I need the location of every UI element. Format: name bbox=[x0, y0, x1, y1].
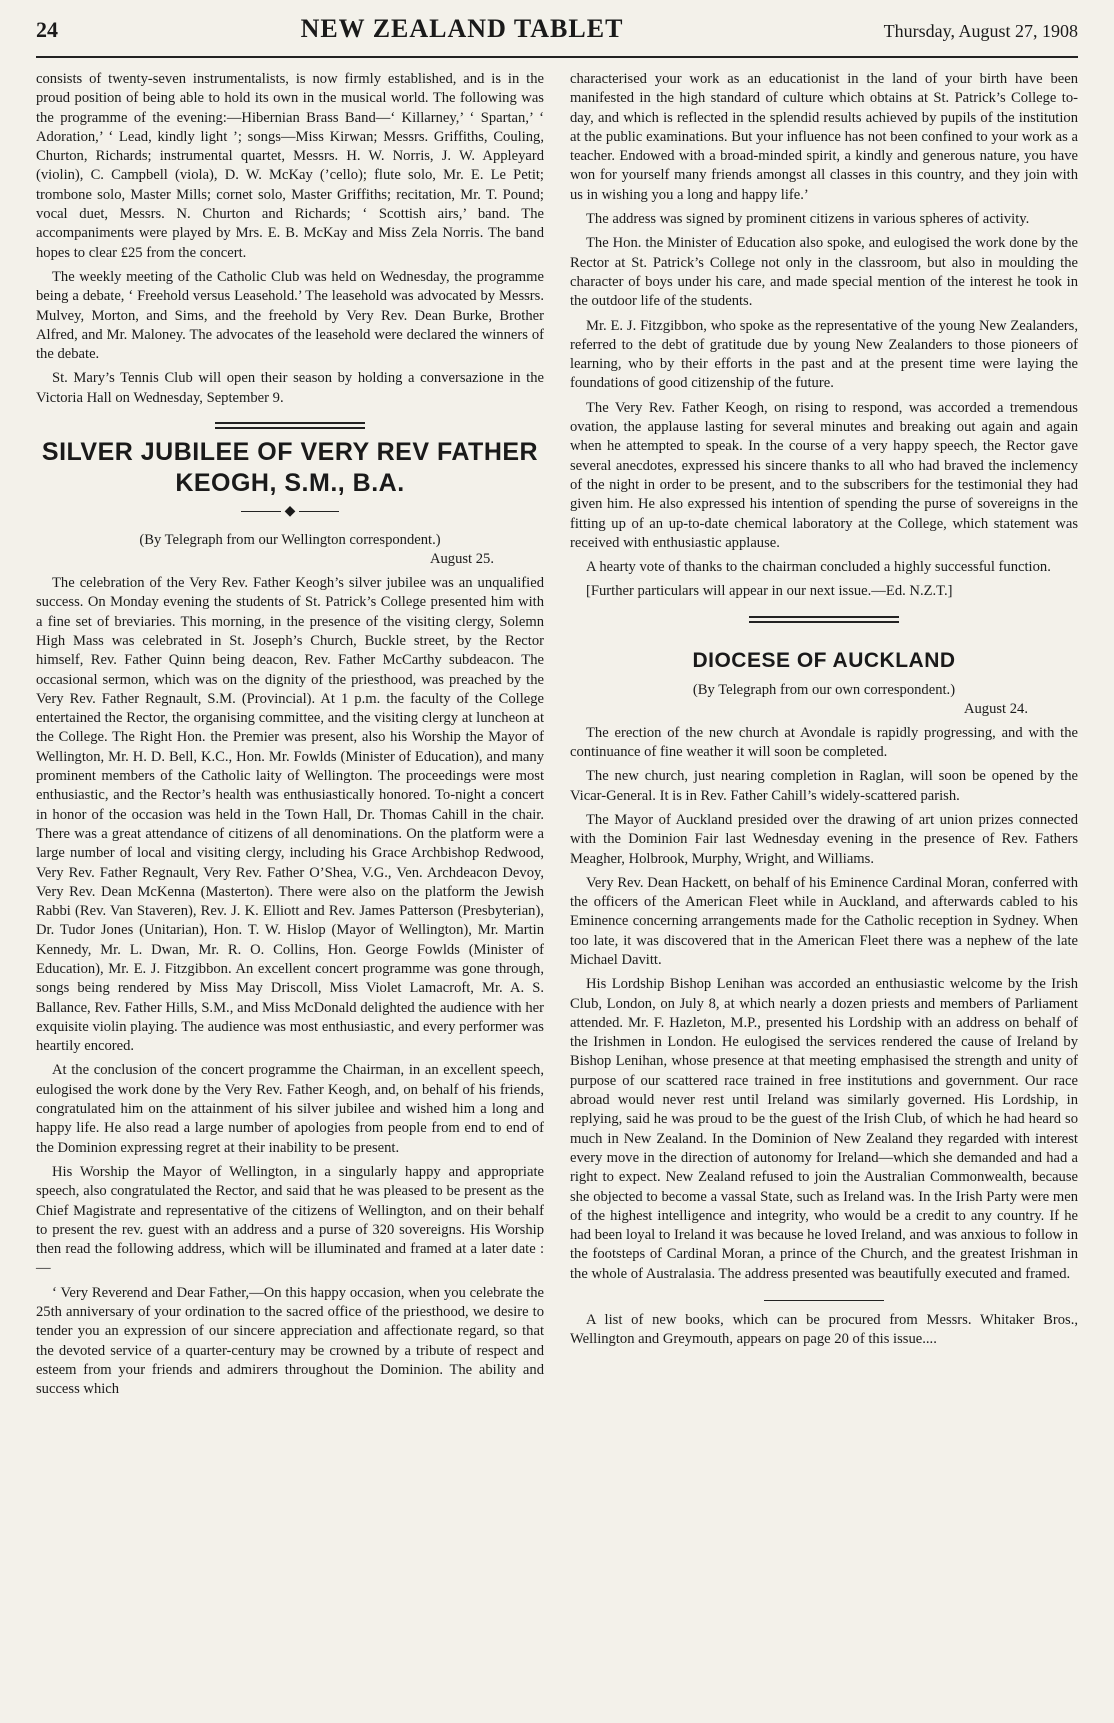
paragraph: The celebration of the Very Rev. Father Keogh’s silver jubilee was an unqualified success. On Monday evening the students of St. Patrick’s College presented him with a fine set of breviaries. This morning, in the presence of the visiting clergy, Solemn High Mass was celebrated in St. Joseph’s Church, Buckle street, by the Rector himself, Rev. Father Quinn being deacon, Rev. Father McCarthy subdeacon. The occasional sermon, which was on the dignity of the priesthood, was preached by the Very Rev. Father Regnault, S.M. (Provincial). At 1 p.m. the faculty of the College entertained the Rector, the organising committee, and the visiting clergy at luncheon at the College. The Right Hon. the Premier was present, also his Worship the Mayor of Wellington, Mr. H. D. Bell, K.C., Hon. Mr. Fowlds (Minister of Education), and many prominent members of the Catholic laity of Wellington. The proceedings were most enthusiastic, and the Rector’s health was enthusiastically honored. To-night a concert in honor of the occasion was held in the Town Hall, Dr. Thomas Cahill in the chair. There was a great attendance of citizens of all denominations. On the platform were a large number of local and visiting clergy, including his Grace Archbishop Redwood, Very Rev. Father Regnault, Very Rev. Father O’Shea, V.G., Ven. Archdeacon Devoy, Very Rev. Dean McKenna (Masterton). There were also on the platform the Jewish Rabbi (Rev. Van Staveren), Rev. J. K. Elliott and Rev. James Patterson (Presbyterian), Dr. Tudor Jones (Unitarian), Hon. T. W. Hislop (Mayor of Wellington), Mr. Martin Kennedy, Mr. L. Dwan, Mr. R. O. Collins, Hon. George Fowlds (Minister of Education), Mr. E. J. Fitzgibbon. An excellent concert programme was gone through, songs being rendered by Miss May Driscoll, Miss Violet Lamacroft, Mr. A. S. Ballance, Rev. Father Hills, S.M., and Miss McDonald delighted the audience with her exquisite violin playing. The audience was most enthusiastic, and every performer was heartily encored. bbox=[36, 575, 544, 1055]
issue-date: Thursday, August 27, 1908 bbox=[883, 21, 1078, 41]
paragraph: His Worship the Mayor of Wellington, in a singularly happy and appropriate speech, also congratulated the Rector, and said that he was pleased to be present as the Chief Magistrate and representative of the citizens of Wellington, and on their behalf to present the rev. guest with an address and a purse of 320 sovereigns. His Worship then read the following address, which will be illuminated and framed at a later date :— bbox=[36, 1163, 544, 1277]
paragraph: The Very Rev. Father Keogh, on rising to respond, was accorded a tremendous ovation, the applause lasting for several minutes and breaking out again and again when he attempted to speak. In the course of a very happy speech, the Rector gave several anecdotes, expressed his sincere thanks to all who had braved the inclemency of the night in order to be present, and to the subscribers for the testimonial they had given him. He also expressed his intention of spending the purse of sovereigns in the fitting up of an up-to-date chemical laboratory at the College, which statement was received with enthusiastic applause. bbox=[570, 399, 1078, 551]
masthead bbox=[36, 14, 1078, 54]
paragraph: The weekly meeting of the Catholic Club was held on Wednesday, the programme being a debate, ‘ Freehold versus Leasehold.’ The leasehold was advocated by Messrs. Mulvey, Morton, and Sims, and the freehold by Very Rev. Dean Burke, Brother Alfred, and Mr. Maloney. The advocates of the leasehold were declared the winners of the debate. bbox=[36, 268, 544, 363]
paragraph: The Hon. the Minister of Education also spoke, and eulogised the work done by the Rector at St. Patrick’s College not only in the classroom, but also in moulding the character of boys under his care, and made special mention of the interest he took in the outdoor life of the students. bbox=[570, 235, 1078, 310]
paragraph: A list of new books, which can be procured from Messrs. Whitaker Bros., Wellington and Greymouth, appears on page 20 of this issue.... bbox=[570, 1312, 1078, 1348]
masthead-rule bbox=[36, 56, 1078, 58]
paragraph: The Mayor of Auckland presided over the drawing of art union prizes connected with the Dominion Fair last Wednesday evening in the presence of Rev. Fathers Meagher, Holbrook, Murphy, Wright, and Williams. bbox=[570, 811, 1078, 867]
headline-ornament: ◆ bbox=[36, 503, 544, 520]
article-headline: SILVER JUBILEE OF VERY REV FATHER KEOGH, S.M., B.A. bbox=[41, 438, 539, 498]
paragraph: A hearty vote of thanks to the chairman concluded a highly successful function. bbox=[586, 559, 1051, 576]
article-headline: DIOCESE OF AUCKLAND bbox=[692, 648, 956, 672]
paragraph: ‘ Very Reverend and Dear Father,—On this happy occasion, when you celebrate the 25th anniversary of your ordination to the sacred office of the priesthood, we desire to tender you an expression of our sincere appreciation and affectionate regard, so that the devoted service of a quarter-century may be crowned by a tribute of respect and esteem from your friends and admirers throughout the Dominion. The ability and success which bbox=[36, 1284, 544, 1398]
columns bbox=[36, 70, 1078, 1405]
paragraph: Very Rev. Dean Hackett, on behalf of his Eminence Cardinal Moran, conferred with the officers of the American Fleet while in Auckland, and afterwards cabled to his Eminence concerning arrangements made for the Catholic reception in Sydney. When too late, it was discovered that in the American Fleet there was a nephew of the late Michael Davitt. bbox=[570, 874, 1078, 968]
paragraph: The erection of the new church at Avondale is rapidly progressing, and with the continuance of fine weather it will soon be completed. bbox=[570, 724, 1078, 761]
paragraph: characterised your work as an educationist in the land of your birth have been manifested in the high standard of culture which obtains at St. Patrick’s College to-day, and which is reflected in the splendid results achieved by pupils of the institution at the public examinations. But your influence has not been confined to your work as a teacher. Endowed with a broad-minded spirit, a kindly and generous nature, you have won for yourself many friends amongst all classes in this country, and they join with us in wishing you a long and happy life.’ bbox=[570, 71, 1078, 203]
paragraph: Mr. E. J. Fitzgibbon, who spoke as the representative of the young New Zealanders, referred to the debt of gratitude due by young New Zealanders to those pioneers of learning, who by their efforts in the past and at the present time were laying the foundations of good citizenship of the future. bbox=[570, 317, 1078, 392]
section-divider bbox=[764, 1300, 884, 1301]
paragraph: The address was signed by prominent citizens in various spheres of activity. bbox=[586, 211, 1030, 228]
article-byline: (By Telegraph from our Wellington correspondent.) bbox=[139, 532, 441, 549]
page-number: 24 bbox=[36, 17, 58, 42]
section-divider bbox=[749, 616, 899, 623]
article-byline: (By Telegraph from our own correspondent.) bbox=[692, 681, 956, 698]
paragraph: The new church, just nearing completion in Raglan, will soon be opened by the Vicar-General. It is in Rev. Father Cahill’s widely-scattered parish. bbox=[570, 768, 1078, 804]
paragraph: St. Mary’s Tennis Club will open their season by holding a conversazione in the Victoria Hall on Wednesday, September 9. bbox=[36, 370, 544, 406]
editor-note: [Further particulars will appear in our next issue.—Ed. N.Z.T.] bbox=[586, 583, 953, 600]
article-dateline: August 24. bbox=[963, 700, 1028, 717]
section-divider bbox=[215, 422, 365, 429]
paragraph: His Lordship Bishop Lenihan was accorded an enthusiastic welcome by the Irish Club, London, on July 8, at which nearly a dozen priests and members of Parliament attended. Mr. F. Hazleton, M.P., presented his Lordship with an address on behalf of the Irishmen in London. He eulogised the services rendered the cause of Ireland by Bishop Lenihan, whose presence at that meeting emphasised the strength and unity of purpose of our scattered race trained in free institutions and government. Our race abroad would never rest until Ireland was similarly governed. His Lordship, in replying, said he was proud to be the guest of the Irish Club, of which he had heard so much in New Zealand. In the Dominion of New Zealand they regarded with interest every move in the direction of autonomy for Ireland—which she demanded and had a right to expect. New Zealand refused to join the Australian Commonwealth, because she objected to become a vassal State, such as Ireland was. In the Irish Party were men of the highest intelligence and integrity, who would be a credit to any country. If he had been loyal to Ireland it was because he loved Ireland, and was anxious to follow in the footsteps of Cardinal Moran, a prince of the Church, and the greatest Irishman in the whole of Australasia. The address presented was beautifully executed and framed. bbox=[570, 976, 1078, 1282]
left-column bbox=[36, 70, 544, 1405]
paragraph: At the conclusion of the concert programme the Chairman, in an excellent speech, eulogised the work done by the Very Rev. Father Keogh, and, on behalf of his friends, congratulated him on the attainment of his silver jubilee and wished him a long and happy life. He also read a large number of apologies from people from end to end of the Dominion expressing regret at their inability to be present. bbox=[36, 1062, 544, 1156]
article-dateline: August 25. bbox=[429, 551, 494, 568]
right-column bbox=[570, 70, 1078, 1405]
paragraph: consists of twenty-seven instrumentalists, is now firmly established, and is in the proud position of being able to hold its own in the musical world. The following was the programme of the evening:—Hibernian Brass Band—‘ Killarney,’ ‘ Spartan,’ ‘ Adoration,’ ‘ Lead, kindly light ’; songs—Miss Kirwan; Messrs. Griffiths, Couling, Churton, Richards; instrumental quartet, Messrs. H. W. Norris, J. W. Appleyard (violin), C. Campbell (viola), D. W. McKay (’cello); flute solo, Mr. E. Le Petit; trombone solo, Master Mills; cornet solo, Master Griffiths; recitation, Mr. T. Pound; vocal duet, Messrs. N. Churton and Richards; ‘ Scottish airs,’ band. The accompaniments were played by Mrs. E. B. McKay and Miss Zela Norris. The band hopes to clear £25 from the concert. bbox=[36, 71, 544, 261]
publication-title: NEW ZEALAND TABLET bbox=[300, 14, 624, 43]
